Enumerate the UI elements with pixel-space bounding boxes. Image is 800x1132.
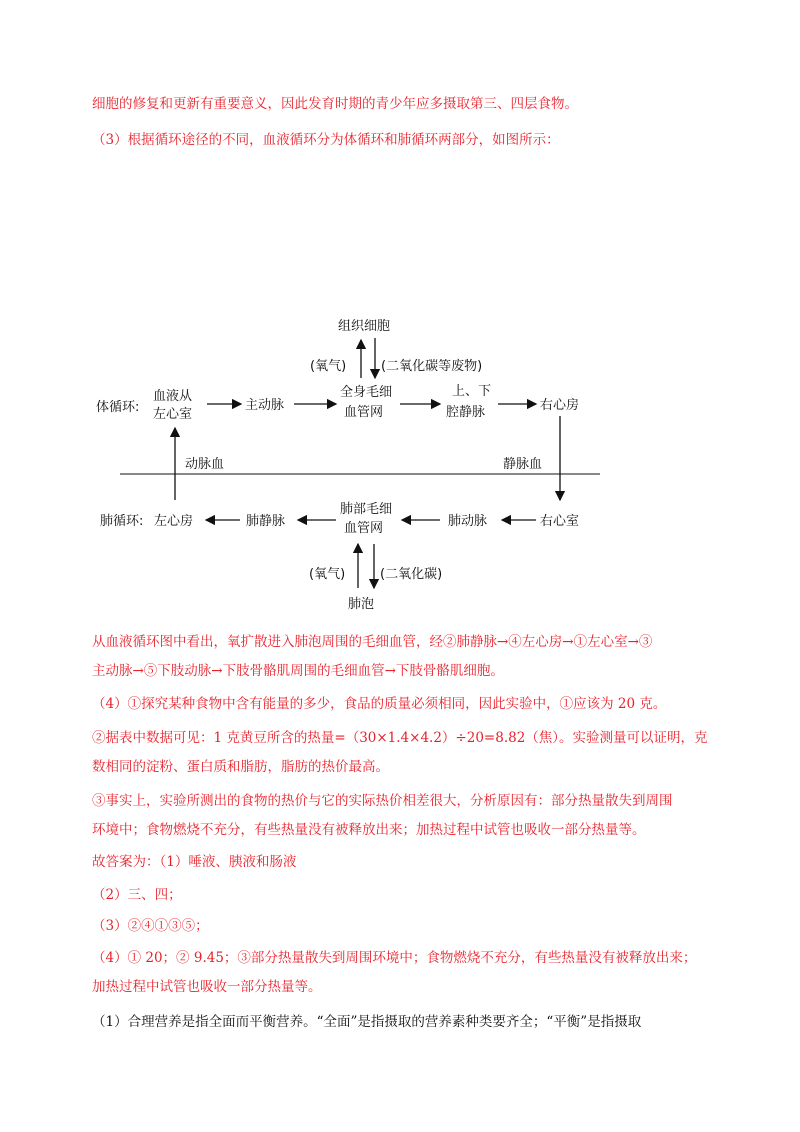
paragraph-line: 故答案为：（1）唾液、胰液和肠液 — [92, 854, 297, 870]
tissue-cell-label: 组织细胞 — [338, 319, 391, 334]
lung-capillary-label-1: 肺部毛细 — [340, 502, 393, 517]
paragraph-line: ②据表中数据可见：1 克黄豆所含的热量=（30×1.4×4.2）÷20=8.82（焦）。实验测量可以证明，克 — [92, 730, 708, 746]
pulmonary-circulation-label: 肺循环: — [100, 514, 144, 529]
paragraph-line: （4）①探究某种食物中含有能量的多少，食品的质量必须相同，因此实验中，①应该为 20 克。 — [92, 696, 667, 712]
co2-label: (二氧化碳) — [380, 567, 443, 582]
paragraph-line: （1）合理营养是指全面而平衡营养。“全面”是指摄取的营养素种类要齐全；“平衡”是指摄取 — [92, 1014, 642, 1030]
oxygen-bottom-label: (氧气) — [309, 567, 346, 582]
systemic-circulation-label: 体循环: — [96, 400, 140, 415]
paragraph-line: 从血液循环图中看出，氧扩散进入肺泡周围的毛细血管，经②肺静脉→④左心房→①左心室→③ — [92, 634, 653, 650]
left-atrium-label: 左心房 — [154, 514, 194, 529]
vena-cava-label-1: 上、下 — [452, 384, 492, 399]
aorta-label: 主动脉 — [245, 398, 285, 413]
oxygen-top-label: (氧气) — [310, 359, 347, 374]
body-capillary-label-1: 全身毛细 — [340, 385, 393, 400]
co2-waste-label: (二氧化碳等废物) — [381, 359, 483, 374]
paragraph-line: 主动脉→⑤下肢动脉→下肢骨骼肌周围的毛细血管→下肢骨骼肌细胞。 — [92, 663, 504, 679]
paragraph-line: （3）②④①③⑤； — [92, 918, 209, 934]
paragraph-line: 数相同的淀粉、蛋白质和脂肪，脂肪的热价最高。 — [92, 759, 389, 775]
left-ventricle-label-1: 血液从 — [153, 389, 193, 404]
arterial-blood-label: 动脉血 — [185, 457, 225, 472]
alveoli-label: 肺泡 — [348, 597, 375, 612]
venous-blood-label: 静脉血 — [503, 457, 543, 472]
paragraph-line: 加热过程中试管也吸收一部分热量等。 — [92, 979, 322, 995]
paragraph-line: （3）根据循环途径的不同，血液循环分为体循环和肺循环两部分，如图所示： — [92, 132, 560, 148]
paragraph-line: ③事实上，实验所测出的食物的热价与它的实际热价相差很大，分析原因有：部分热量散失到周围 — [92, 793, 673, 809]
pulmonary-artery-label: 肺动脉 — [448, 514, 488, 529]
paragraph-line: 环境中；食物燃烧不充分，有些热量没有被释放出来；加热过程中试管也吸收一部分热量等。 — [92, 822, 646, 838]
paragraph-line: 细胞的修复和更新有重要意义，因此发育时期的青少年应多摄取第三、四层食物。 — [92, 96, 578, 112]
vena-cava-label-2: 腔静脉 — [446, 405, 486, 420]
left-ventricle-label-2: 左心室 — [153, 407, 193, 422]
right-ventricle-label: 右心室 — [540, 514, 580, 529]
lung-capillary-label-2: 血管网 — [344, 521, 384, 536]
paragraph-line: （2）三、四； — [92, 887, 182, 903]
pulmonary-vein-label: 肺静脉 — [246, 514, 286, 529]
right-atrium-label: 右心房 — [540, 398, 580, 413]
body-capillary-label-2: 血管网 — [344, 405, 384, 420]
paragraph-line: （4）① 20；② 9.45；③部分热量散失到周围环境中；食物燃烧不充分，有些热量没有被释放出来； — [92, 950, 697, 966]
